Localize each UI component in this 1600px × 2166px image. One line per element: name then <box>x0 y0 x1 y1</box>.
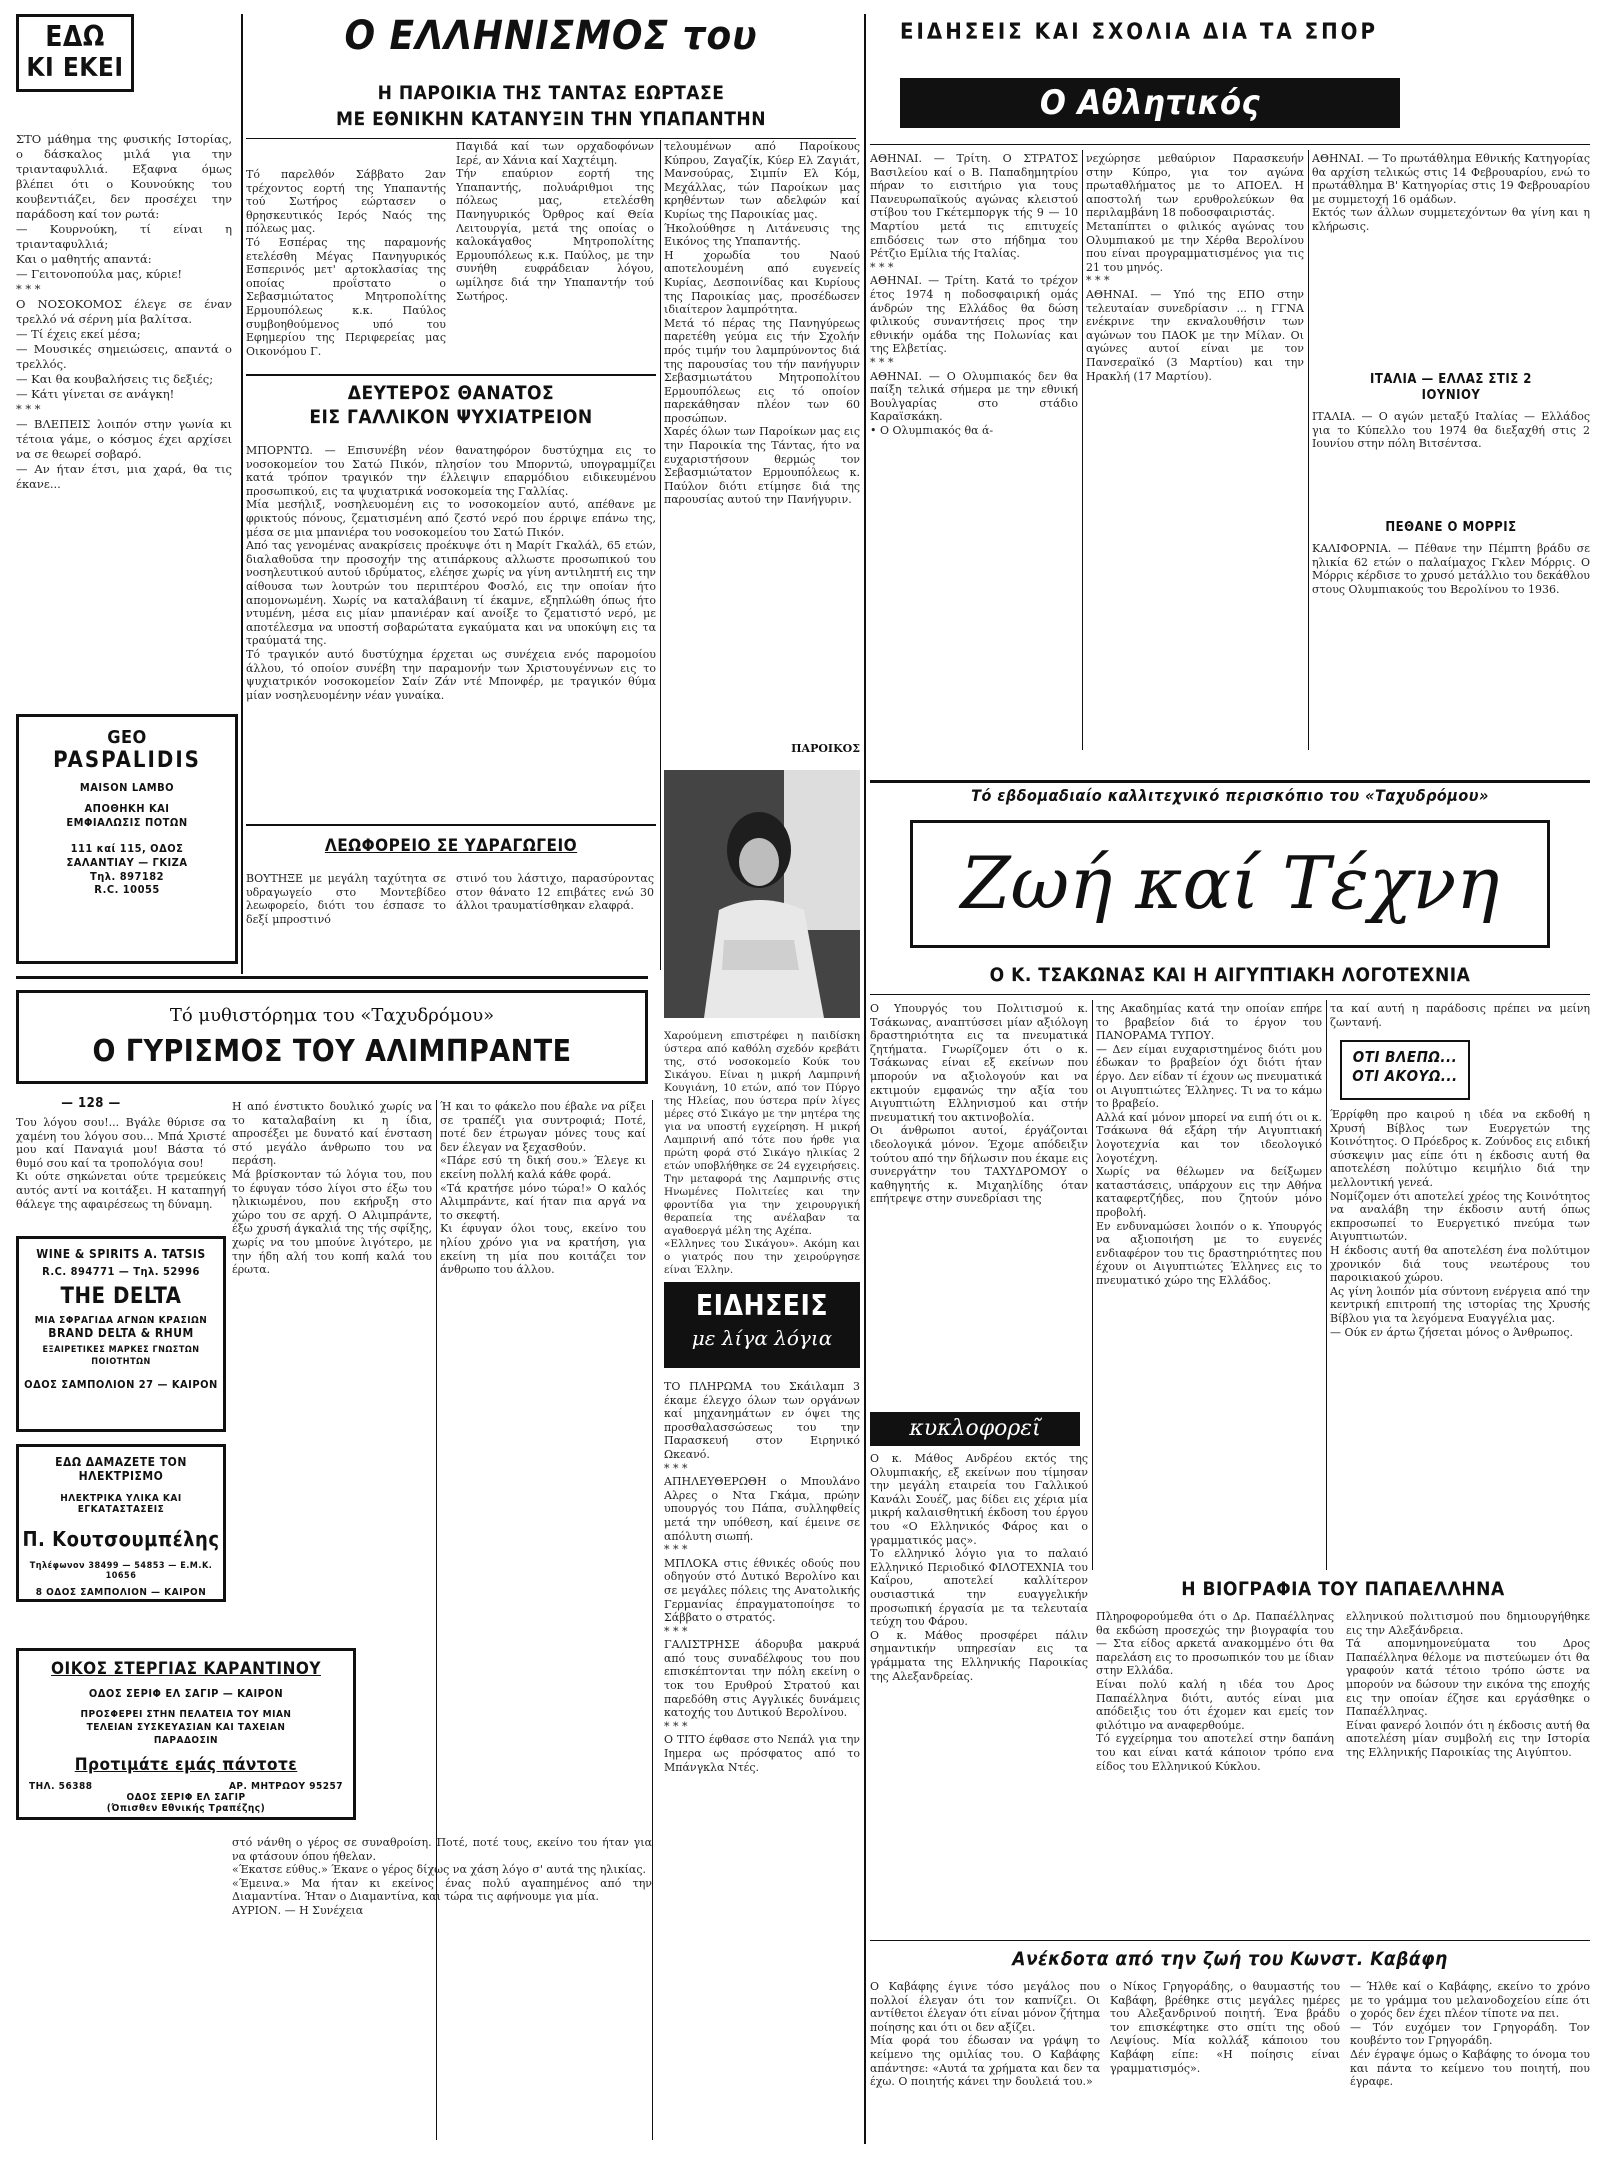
ptolemais-signature: ΠΑΡΟΙΚΟΣ <box>791 742 860 755</box>
kyklo-banner <box>870 1412 1080 1446</box>
photo-figure-icon <box>664 770 860 1018</box>
cavafy-col3: — Ήλθε καί ο Καβάφης, εκείνο το χρόνο με το γράμμα του μελανοδοχείου είπε ότι ο χορός δεν έχει πλέον τίποτε να πει. — Τόν ευχόμεν τον Γρηγοράδη. Τον κουβέντο τον Γρηγοράδη. Δέν έγραψε όμως ο Καβάφης το όνομα του και πάντα το κείμενο του ποιητή, που έγραφε. <box>1350 1980 1590 2089</box>
edo-title-2: ΚΙ ΕΚΕΙ <box>26 53 124 83</box>
delta-line6: ΕΞΑΙΡΕΤΙΚΕΣ ΜΑΡΚΕΣ ΓΝΩΣΤΩΝ ΠΟΙΟΤΗΤΩΝ <box>42 1345 200 1367</box>
ptolemais-headline-1: Η ΠΑΡΟΙΚΙΑ ΤΗΣ ΤΑΝΤΑΣ ΕΩΡΤΑΣΕ <box>377 82 725 104</box>
novel-col2: Η από ένστικτο δουλικό χωρίς να το καταλαβαίνη κι η ίδια, απροσέξει με δυνατό καί ένσταση στό μεγάλο άνθρωπο του να περάση. Μά βρίσκονταν τώ λόγια του, που το έφυγαν τόσο λίγοι στο έξω του ηλικιωμένου, που εκήρυξη στο χώρο του σε αρχή. Ο Αλιμπράντε, έξω χρυσή άγκαλιά της τής σφίξης, χωρίς να του μπούνε λιγότερο, με την ήδη αλή του κοπή καλά του έρωτα. <box>232 1100 432 1277</box>
bus-headline: ΛΕΩΦΟΡΕΙΟ ΣΕ ΥΔΡΑΓΩΓΕΙΟ <box>324 836 578 856</box>
hellenism-masthead: Ο ΕΛΛΗΝΙΣΜΟΣ του <box>344 13 758 59</box>
brief-news-banner <box>664 1282 860 1368</box>
paspalidis-line6: Τηλ. 897182 <box>89 870 165 883</box>
girl-photo <box>664 770 860 1018</box>
delta-line3: THE DELTA <box>60 1284 182 1309</box>
art-col1: Ο Υπουργός του Πολιτισμού κ. Τσάκωνας, αναπτύσσει μίαν αξιόλογη δραστηριότητα εις τα πνευματικά ζητήματα. Γνωρίζομεν ότι ο κ. Τσάκωνας είναι εξ εκείνων που μπορούν να αξιολογούν και να εκτιμούν εμφανώς την αξία του Αιγυπτιώτη Ελληνισμού και στήν πνευματική του ακτινοβολία. Οι άνθρωποι αυτοί, έργάζονται ιδεολογικά μόνον. Έχομε απόδειξιν τούτου από την δήλωσιν που έκαμε εις συνεργάτην του ΤΑΧΥΔΡΟΜΟΥ ο καθηγητής κ. Μιχαηλίδης όταν επήτρεψε στην συνεδρίασι της <box>870 1002 1088 1206</box>
delta-line7: ΟΔΟΣ ΣΑΜΠΟΛΙΟΝ 27 — ΚΑΙΡΟΝ <box>24 1378 218 1391</box>
electric-line1: ΕΔΩ ΔΑΜΑΖΕΤΕ ΤΟΝ ΗΛΕΚΤΡΙΣΜΟ <box>55 1455 187 1483</box>
electric-line2: ΗΛΕΚΤΡΙΚΑ ΥΛΙΚΑ ΚΑΙ ΕΓΚΑΤΑΣΤΑΣΕΙΣ <box>60 1493 182 1515</box>
sports-kicker: ΕΙΔΗΣΕΙΣ ΚΑΙ ΣΧΟΛΙΑ ΔΙΑ ΤΑ ΣΠΟΡ <box>900 20 1378 45</box>
paspalidis-line7: R.C. 10055 <box>94 883 160 896</box>
electric-ad <box>16 1444 226 1602</box>
novel-episode: — 128 — <box>61 1096 121 1111</box>
sports-banner: Ο Αθλητικός <box>900 78 1400 128</box>
bio-headline: Η ΒΙΟΓΡΑΦΙΑ ΤΟΥ ΠΑΠΑΕΛΛΗΝΑ <box>1181 1578 1505 1600</box>
novel-kicker: Τό μυθιστόρημα του «Ταχυδρόμου» <box>169 1005 495 1026</box>
photo-caption: Χαρούμενη επιστρέφει η παιδίσκη ύστερα από καθόλη σχεδόν κρεβάτι της, στό νοσοκομείο Κούκ του Σικάγου. Είναι η μικρή Λαμπρινή Κουγιάνη, 10 ετών, από τον Πύργο της Ηλείας, που ύστερα πρίν λίγες μέρες στό Σικάγο με την μητέρα της για να υποστή εγχείρηση. Η μικρή Λαμπρινή από τότε που ήρθε για πρώτη φορά στό Σικάγο ηλικίας 2 ετών υποβλήθηκε σε 24 εγχειρήσεις. Την μεταφορά της Λαμπρινής στις Ηνωμένες Πολιτείες και την φροντίδα για την χειρουργική θεραπεία της ανέλαβαν τα αγαθοεργά μέλη της Αχέπα. «Ελληνες του Σικάγου». Ακόμη και ο γιατρός που την χειρούργησε είναι Έλλην. <box>664 1030 860 1275</box>
novel-col3: Ή και το φάκελο που έβαλε να ρίξει σε τραπέζι για συντροφιά; Ποτέ, ποτέ δεν έτρωγαν μόνες τους καί δεν έλεγαν να ξεχασθούν. «Πάρε εσύ τη δική σου.» Έλεγε κι εκείνη πολλή καλά κάθε φορά. «Τά κρατήσε μόνο τώρα!» Ο καλός Αλιμπράντε, καί ήταν πια αργά να το σκεφτή. Κι έφυγαν όλοι τους, εκείνο του ηλίου χρόνο για να κρατήση, για εκείνη τη μία που κοιτάζει τον άνθρωπο του άλλου. <box>440 1100 646 1277</box>
ptolemais-col3: τελουμένων από Παροίκους Κύπρου, Ζαγαζίκ, Κύερ Ελ Ζαγιάτ, Μανσούρας, Σιμπίν Ελ Κόμ, Μεχάλλας, τών Παροίκων μας κρηθέντων των αδελφών καί Κυρίως της Παροικίας μας. Ήκολούθησε η Λιτάνευσις της Εικόνος της Υπαπαντής. Η χορωδία του Ναού αποτελουμένη από ευγενείς Κυρίας, Δεσποινίδας και Κυρίους της Παροικίας μας, προσέδωσεν ιδιαίτερον λαμπρότητα. Μετά τό πέρας της Πανηγύρεως παρετέθη γεύμα εις τήν Σχολήν πρός τιμήν του λαμπρύνοντος διά της παρουσίας του τήν πανήγυριν Σεβασμιωτάτου Μητροπολίτου Ερμουπόλεως εις τό οποίον παρεκάθησαν πλέον των 60 προσώπων. Χαρές όλων των Παροίκων μας εις την Παροικία της Τάντας, ήτο να ευχαριστήσουν θερμώς τον Σεβασμιώτατον Ερμουπόλεως κ. Παύλον διότι ετίμησε διά της παρουσίας αυτού την Πανήγυριν. <box>664 140 860 507</box>
paspalidis-line5: 111 καί 115, ΟΔΟΣ ΣΑΛΑΝΤΙΑΥ — ΓΚΙΖΑ <box>66 842 188 869</box>
delta-line1: WINE & SPIRITS A. TATSIS <box>36 1247 206 1261</box>
bus-col2: στινό του λάστιχο, παρασύροντας στον θάνατο 12 επιβάτες ενώ 30 άλλοι τραυματίσθηκαν ελαφρά. <box>456 872 654 913</box>
novel-col4: στό νάνθη ο γέρος σε συναθροίση. Ποτέ, ποτέ τους, εκείνο του ήταν για να φτάσουν όπου ήθελαν. «Έκατσε εύθυς.» Έκανε ο γέρος δίχως να χάση λόγο σ' αυτά της ηλικίας. «Έμεινα.» Μα ήταν κι εκείνος ένας πολύ αγαπημένος από την Διαμαντίνα. Ήταν ο Διαμαντίνα, και τώρα τις αφήνουμε για μία. ΑΥΡΙΟΝ. — Η Συνέχεια <box>232 1836 652 1917</box>
electric-line3: Π. Κουτσουμπέλης <box>22 1527 220 1551</box>
delta-line5: BRAND DELTA & RHUM <box>48 1326 194 1340</box>
paspalidis-line4: ΑΠΟΘΗΚΗ ΚΑΙ ΕΜΦΙΑΛΩΣΙΣ ΠΟΤΩΝ <box>66 802 188 829</box>
edo-title-1: ΕΔΩ <box>45 20 105 53</box>
art-kicker: Τό εβδομαδιαίο καλλιτεχνικό περισκόπιο του «Ταχυδρόμου» <box>971 786 1489 805</box>
cavafy-col1: Ο Καβάφης έγινε τόσο μεγάλος που πολλοί έλεγαν ότι τον καπνίζει. Οι αντίθετοι έλεγαν ότι είναι μόνον ζήτημα ποίησης και ότι οι δεν αξίζει. Μία φορά του έδωσαν να γράψη το κείμενο της ομιλίας του. Ο Καβάφης απάντησε: «Αυτά τα χρήματα και δεν τα έχω. Ο ποιητής κάνει την δουλειά του.» <box>870 1980 1100 2089</box>
sports-col1: ΑΘΗΝΑΙ. — Τρίτη. Ο ΣΤΡΑΤΟΣ Βασιλείου καί ο Β. Παπαδημητρίου πήραν το εισιτήριο για τους Πανευρωπαϊκούς αγώνας κλειστού στίβου του Γκέτεμποργκ τής 9 — 10 Μαρτίου μετά τις επιτυχείς επιδόσεις των στο πήδημα του Ρέτζιο Εμίλια τής Ιταλίας. * * * ΑΘΗΝΑΙ. — Τρίτη. Κατά το τρέχον έτος 1974 η ποδοσφαιρική ομάς άνδρών της Ελλάδος θα δώση φιλικούς συναντήσεις προς την εθνικήν ομάδα της Πολωνίας και της Ελβετίας. * * * ΑΘΗΝΑΙ. — Ο Ολυμπιακός δεν θα παίξη τελικά σήμερα με την εθνική Βουλγαρίας στο στάδιο Καραϊσκάκη. • Ο Ολυμπιακός θα ά- <box>870 152 1078 437</box>
morris-headline: ΠΕΘΑΝΕ Ο ΜΟΡΡΙΣ <box>1385 520 1517 535</box>
art-col3-after: Έρρίφθη προ καιρού η ιδέα να εκδοθή η Χρυσή Βίβλος των Ευεργετών της Κοινότητος. Ο Πρόεδρος κ. Ζούνδος εις ειδική σύσκεψιν μας είπε ότι η έκδοσις αυτή θα αποτελέση πολύτιμο κειμήλιο διά την μελλοντική γενεά. Νομίζομεν ότι αποτελεί χρέος της Κοινότητος να αναλάβη την έκδοσιν αυτή όπως εκπροσωπεί το Ευεργετικό πνεύμα των Αιγυπτιωτών. Η έκδοσις αυτή θα αποτελέση ένα πολύτιμον χρονικόν διά τους νεωτέρους του παροικιακού χώρου. Ας γίνη λοιπόν μία σύντονη ενέργεια από την κεντρική επιτροπή της ιστορίας της Χρυσής Βίβλου για τα λεγόμενα Ευαγγέλια μας. — Ούκ εν άρτω ζήσεται μόνος ο Άνθρωπος. <box>1330 1108 1590 1339</box>
cavafy-headline: Ανέκδοτα από την ζωή του Κωνστ. Καβάφη <box>1012 1948 1448 1970</box>
sports-col3: ΑΘΗΝΑΙ. — Το πρωτάθλημα Εθνικής Κατηγορίας θα αρχίση τελικώς στις 14 Φεβρουαρίου, ενώ το πρωτάθλημα Β' Κατηγορίας στις 19 Φεβρουαρίου με συμμετοχή 16 ομάδων. Εκτός των άλλων συμμετεχόντων θα γίνη και η κλήρωσις. <box>1312 152 1590 233</box>
karantinos-ad <box>16 1648 356 1820</box>
delta-ad <box>16 1236 226 1432</box>
art-col3: τα καί αυτή η παράδοσις πρέπει να μείνη ζωντανή. <box>1330 1002 1590 1029</box>
kyklo-label: κυκλοφορεῖ <box>909 1416 1041 1441</box>
edo-column-text: ΣΤΟ μάθημα της φυσικής Ιστορίας, ο δάσκαλος μιλά για την τριανταφυλλιά. Εξαφνα όμως βλέπει ότι ο Κουνούκης του κουβεντιάζει, δεν προσέχει την παράδοση καί τον ρωτά: — Κουρνούκη, τί είναι η τριανταφυλλιά; Και ο μαθητής απαντά: — Γειτονοπούλα μας, κύριε! * * * Ο ΝΟΣΟΚΟΜΟΣ έλεγε σε έναν τρελλό νά σέρνη μία βαλίτσα. — Τί έχεις εκεί μέσα; — Μουσικές σημειώσεις, απαντά ο τρελλός. — Και θα κουβαλήσεις τις δεξιές; — Κάτι γίνεται σε ανάγκη! * * * — ΒΛΕΠΕΙΣ λοιπόν στην γωνία κι τέτοια γάμε, ο κόσμος έχει αρχίσει να σε θεωρεί σοβαρό. — Αν ήταν έτσι, μια χαρά, θα τις έκανε... <box>16 132 232 491</box>
italy-headline: ΙΤΑΛΙΑ — ΕΛΛΑΣ ΣΤΙΣ 2 ΙΟΥΝΙΟΥ <box>1370 372 1532 403</box>
art-title: Ζωή καί Τέχνη <box>960 841 1500 925</box>
kyklo-text: Ο κ. Μάθος Ανδρέου εκτός της Ολυμπιακής, εξ εκείνων που τίμησαν την μεγάλη εταιρεία του Γαλλικού Κανάλι Σουέζ, μας δίδει εις χέρια μία μικρή καλαισθητική έκδοση του έργου του «Ο Ελληνικός Φάρος και ο γραμματικός μας». Το ελληνικό λόγιο για το παλαιό Ελληνικό Περιοδικό ΦΙΛΟΤΕΧΝΙΑ του Καΐρου, αποτελεί καλλίτερον ουσιαστικά την ευαγγελικήν προσωπική έργασία με τα τελευταία τεύχη του Φάρου. Ο κ. Μάθος προσφέρει πάλιν σημαντικήν υπηρεσίαν εις τα γράμματα της Ελληνικής Παροικίας της Αλεξανδρείας. <box>870 1452 1088 1683</box>
karantinos-line3: ΠΡΟΣΦΕΡΕΙ ΣΤΗΝ ΠΕΛΑΤΕΙΑ ΤΟΥ ΜΙΑΝ ΤΕΛΕΙΑΝ ΣΥΣΚΕΥΑΣΙΑΝ ΚΑΙ ΤΑΧΕΙΑΝ ΠΑΡΑΔΟΣΙΝ <box>80 1709 292 1746</box>
electric-line4: Τηλέφωνον 38499 — 54853 — Ε.Μ.Κ. 10656 <box>29 1561 213 1581</box>
karantinos-line8: (Όπισθεν Εθνικής Τραπέζης) <box>106 1803 266 1814</box>
art-col2: της Ακαδημίας κατά την οποίαν επήρε το βραβείον διά το έργον του ΠΑΝΟΡΑΜΑ ΤΥΠΟΥ. — Δεν είμαι ευχαριστημένος διότι μου έδωκαν το βραβείον όχι διότι ήταν έργο. Δεν είδαν τί έχουν ως πνευματικά οι Αιγυπτιώτες Έλληνες. Τι να το κάμω το βραβείο. Αλλά καί μόνον μπορεί να ειπή ότι οι κ. Τσάκωνα θά εξάρη τήν Αιγυπτιακή λογοτεχνία και τον ιδεολογικό λογοτέχνη. Χωρίς να θέλωμεν να δείξωμεν καταστάσεις, υπάρχουν εις την Αθήνα καταφερτζήδες, που ζητούν μόνο προβολή. Εν ενδυναμώσει λοιπόν ο κ. Υπουργός να αξιοποιήση με το ευγενές ενδιαφέρον του τις δραστηριότητες που έχουν οι Αιγυπτιώτες Έλληνες εις το πνευματικό χώρο της Ελλάδος. <box>1096 1002 1322 1287</box>
novel-header-box <box>16 990 648 1084</box>
paspalidis-line2: PASPALIDIS <box>53 748 201 773</box>
paspalidis-line3: MAISON LAMBO <box>79 781 175 794</box>
ptolemais-col1: Τό παρελθόν Σάββατο 2αν τρέχοντος εορτή της Υπαπαντής τού Σωτήρος εώρτασεν ο θρησκευτικός Ιερός Ναός της πόλεως μας. Τό Εσπέρας της παραμονής ετελέσθη Μέγας Πανηγυρικός Εσπερινός μετ' αρτοκλασίας της οποίας προΐστατο ο Σεβασμιώτατος Μητροπολίτης Ερμουπόλεως κ.κ. Παύλος συμβοηθούμενος υπό του Εφημερίου της Περιφερείας μας Οικονόμου Γ. <box>246 168 446 358</box>
ptolemais-col2: Παγιδά καί των ορχαδοφόνων Ιερέ, αν Χάνια καί Χαχτέιμη. Τήν επαύριον εορτή της Υπαπαντής, πολυάριθμοι της πόλεως μας, ετελέσθη Πανηγυρικός Όρθρος καί Θεία Λειτουργία, μετά της οποίας ο καλοκάγαθος Μητροπολίτης Ερμουπόλεως κ.κ. Παύλος, με την συνήθη ευφράδειαν λόγου, ωμίλησε διά την Υπαπαντήν τού Σωτήρος. <box>456 140 654 303</box>
karantinos-line5: ΤΗΛ. 56388 <box>29 1781 93 1792</box>
cavafy-col2: ο Νίκος Γρηγοράδης, ο θαυμαστής του Καβάφη, βρέθηκε στις μεγάλες ημέρες του Αλεξανδρινού ποιητή. Ένα βράδυ τον επισκέφτηκε στο σπίτι της οδού Λεψίους. Μία κολλάξ κάποιου του Καβάφη είπε: «Η ποίησις είναι γραμματισμός». <box>1110 1980 1340 2075</box>
paspalidis-line1: GEO <box>107 727 147 748</box>
death-article-text: ΜΠΟΡΝΤΩ. — Επισυνέβη νέον θανατηφόρον δυστύχημα εις το νοσοκομείον του Σατώ Πικόν, πλησίον του Μπορντώ, υπογραμμίζει κατά τρόπον τραγικόν την έλλειψιν επαρμόδιου ειδικευμένου προσωπικού, εις τα ψυχιατρικά νοσοκομεία της Γαλλίας. Μία μεσήλιξ, νοσηλευομένη εις το νοσοκομείον αυτό, απέθανε με φρικτούς πόνους, ζεματισμένη από ζεστό νερό που έρριψε επάνω της, μέσα σε μια μπανιέρα του νοσοκομείου του Σατώ Πικόν. Από τας γενομένας ανακρίσεις προέκυψε ότι η Μαρίτ Γκαλάλ, 65 ετών, διαλαθοῦσα την προσοχήν της ατιπάρκους αλλωστε προσωπικού του νοσηλευτικού αυτού ιδρύματος, ελέησε χωρίς να γίνη αντιληπτή εις την αίθουσα των λουτρών του περιπτέρου Φοσλό, εις την οποίαν ήτο απομονωμένη. Χωρίς να καταλάβαινη τί έκαμνε, εξηπλώθη όπως ήτο ντυμένη, μέσα εις μίαν μπανιέραν καί ανοίξε το ζεματιστό νερό, με αποτέλεσμα να υποστή σοβαρώτατα εγκαύματα και να υποκύψη εις τα τραύματά της. Τό τραγικόν αυτό δυστύχημα έρχεται ως συνέχεια ενός παρομοίου άλλου, τό οποίον συνέβη την παραμονήν των Χριστουγέννων εις το ψυχιατρικόν νοσοκομείον Σαίν Ζάν ντέ Μπονφέρ, με τραγικόν θύμα μίαν νοσηλευομένην νέαν γυναίκα. <box>246 444 656 702</box>
art-title-box <box>910 820 1550 948</box>
morris-text: ΚΑΛΙΦΟΡΝΙΑ. — Πέθανε την Πέμπτη βράδυ σε ηλικία 62 ετών ο παλαίμαχος Γκλεν Μόρρις. Ο Μόρρις κέρδισε το χρυσό μετάλλιο του δεκάθλου στους Ολυμπιακούς του Βερολίνου το 1936. <box>1312 542 1590 596</box>
karantinos-line1: ΟΙΚΟΣ ΣΤΕΡΓΙΑΣ ΚΑΡΑΝΤΙΝΟΥ <box>51 1659 321 1679</box>
edo-masthead <box>16 14 134 92</box>
sports-col2: νεχώρησε μεθαύριον Παρασκευήν στην Κύπρο, για τον αγώνα πρωταθλήματος με το ΑΠΟΕΛ. Η αποστολή των ερυθρολεύκων θα περιλαμβάνη 18 ποδοσφαιριστάς. Μεταπίπτει ο φιλικός αγώνας του Ολυμπιακού με την Χέρθα Βερολίνου που είναι προγραμματισμένος για τις 21 του μηνός. * * * ΑΘΗΝΑΙ. — Υπό της ΕΠΟ στην τελευταίαν συνεδρίασιν ... η ΓΓΝΑ ενέκρινε την εκναλουθήσιν των αγώνων του ΠΑΟΚ με την Μίλαν. Οι αγώνες αυτοί είναι με τον Πανσεραϊκό (3 Μαρτίου) και την Ηρακλή (17 Μαρτίου). <box>1086 152 1304 383</box>
karantinos-line2: ΟΔΟΣ ΣΕΡΙΦ ΕΛ ΣΑΓΙΡ — ΚΑΙΡΟΝ <box>88 1687 284 1700</box>
oti-vlepo-title: ΟΤΙ ΒΛΕΠΩ... ΟΤΙ ΑΚΟΥΩ... <box>1352 1048 1458 1085</box>
brief-news-subtitle: με λίγα λόγια <box>691 1326 833 1350</box>
death-headline-2: ΕΙΣ ΓΑΛΛΙΚΟΝ ΨΥΧΙΑΤΡΕΙΟΝ <box>309 406 593 428</box>
death-headline-1: ΔΕΥΤΕΡΟΣ ΘΑΝΑΤΟΣ <box>347 382 555 404</box>
bio-col1: Πληροφορούμεθα ότι ο Δρ. Παπαέλληνας θα εκδώση προσεχώς την βιογραφία του — Στα είδος αρκετά ανακομμένο ότι θα παρελάση εις το προσωπικόν του με ίδιαν στην Ελλάδα. Είναι πολύ καλή η ιδέα του Δρος Παπαέλληνα διότι, αυτός είναι μια απόδειξις του ότι έχομεν και εμείς τον φιλότιμο να αναφερθούμε. Τό εγχείρημα του αποτελεί στην δαπάνη του και είναι κατά κάποιον τρόπο ενα είδος του Ελληνικού Κύκλου. <box>1096 1610 1334 1773</box>
karantinos-line4: Προτιμάτε εμάς πάντοτε <box>74 1755 298 1775</box>
bus-col1: ΒΟΥΤΗΞΕ με μεγάλη ταχύτητα σε υδραγωγείο στο Μοντεβίδεο λεωφορείο, διότι του έσπασε το δεξί μπροστινό <box>246 872 446 926</box>
novel-title: Ο ΓΥΡΙΣΜΟΣ ΤΟΥ ΑΛΙΜΠΡΑΝΤΕ <box>92 1034 572 1069</box>
brief-news-title: ΕΙΔΗΣΕΙΣ <box>695 1289 829 1322</box>
italy-text: ΙΤΑΛΙΑ. — Ο αγών μεταξύ Ιταλίας — Ελλάδος για το Κύπελλο του 1974 θα διεξαχθή στις 2 Ιουνίου στην πόλη Βιτσέντσα. <box>1312 410 1590 451</box>
ptolemais-headline-2: ΜΕ ΕΘΝΙΚΗΝ ΚΑΤΑΝΥΞΙΝ ΤΗΝ ΥΠΑΠΑΝΤΗΝ <box>335 108 767 130</box>
art-subheadline: Ο Κ. ΤΣΑΚΩΝΑΣ ΚΑΙ Η ΑΙΓΥΠΤΙΑΚΗ ΛΟΓΟΤΕΧΝΙΑ <box>989 964 1471 986</box>
delta-line2: R.C. 894771 — Τηλ. 52996 <box>42 1265 200 1278</box>
oti-vlepo-box <box>1340 1040 1470 1100</box>
electric-line5: 8 ΟΔΟΣ ΣΑΜΠΟΛΙΟΝ — ΚΑΙΡΟΝ <box>35 1587 207 1598</box>
novel-col1: Του λόγου σου!... Βγάλε θύρισε σα χαμένη του λόγου σου... Μπά Χριστέ μου καί Παναγιά μου! Βάστα τό θυμό σου καί τα τροπολόγια σου! Κι ούτε σηκώνεται ούτε τρεμεύκεις αυτός αντί να κοιτάξει. Η καταπηγή θάλεγε της αφαιρέσεως τη δύναμη. <box>16 1116 226 1211</box>
paspalidis-ad <box>16 714 238 964</box>
delta-line4: ΜΙΑ ΣΦΡΑΓΙΔΑ ΑΓΝΩΝ ΚΡΑΣΙΩΝ <box>34 1315 208 1326</box>
karantinos-line7: ΟΔΟΣ ΣΕΡΙΦ ΕΛ ΣΑΓΙΡ <box>126 1792 246 1803</box>
bio-col2: ελληνικού πολιτισμού που δημιουργήθηκε εις την Αλεξάνδρεια. Τά απομνημονεύματα του Δρος Παπαέλληνα θέλομε να πιστεύωμεν ότι θα γραφούν κατά τέτοιο τρόπο ώστε να μπορούν να δώσουν την εικόνα της εποχής εις την οποίαν έζησε και εργάσθηκε ο Παπαέλληνας. Είναι φανερό λοιπόν ότι η έκδοσις αυτή θα αποτελέση μίαν συμβολή εις την Ιστορία της Ελληνικής Παροικίας της Αιγύπτου. <box>1346 1610 1590 1759</box>
brief-news-text: ΤΟ ΠΛΗΡΩΜΑ του Σκάιλαμπ 3 έκαμε έλεγχο όλων των οργάνων καί μηχανημάτων εν όψει της προσθαλασσώσεως του την Παρασκευή στον Ειρηνικό Ωκεανό. * * * ΑΠΗΛΕΥΘΕΡΩΘΗ ο Μπουλάνο Αλρες ο Ντα Γκάμα, πρώην υπουργός του Πάπα, συλληφθείς μετά την υπόθεση, καί έμεινε σε απόλυτη σιωπή. * * * ΜΠΛΟΚΑ στις έθνικές οδούς που οδηγούν στό Δυτικό Βερολίνο και σε μεγάλες πόλεις της Ανατολικής Γερμανίας έπραγματοποίησε το Σάββατο ο στρατός. * * * ΓΑΛΙΣΤΡΗΣΕ άδορυβα μακρυά από τους συναδέλφους του που επισκέπτονται την πόλη εκείνη ο τοκ του Ερυθρού Στρατού και παρεδόθη στις Αγγλικές δυνάμεις κατοχής του Δυτικού Βερολίνου. * * * Ο ΤΙΤΟ έφθασε στο Νεπάλ για την Ιημερα ως πρόσφατος από το Μπάνγκλα Ντές. <box>664 1380 860 1774</box>
karantinos-line6: ΑΡ. ΜΗΤΡΩΟΥ 95257 <box>228 1781 343 1792</box>
